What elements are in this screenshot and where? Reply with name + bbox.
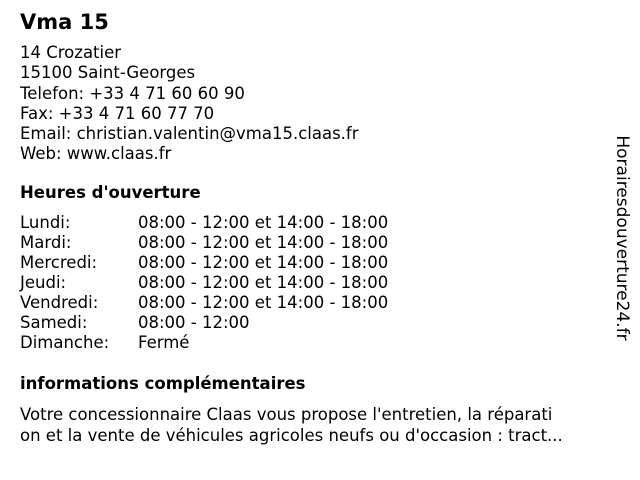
day-label: Samedi:	[20, 313, 88, 332]
business-name: Vma 15	[20, 10, 109, 34]
description-line: Votre concessionnaire Claas vous propose l'entretien, la réparati	[20, 405, 553, 424]
day-label: Lundi:	[20, 213, 71, 232]
web-line[interactable]: Web: www.claas.fr	[20, 144, 172, 164]
description-text	[20, 404, 600, 446]
day-label: Jeudi:	[20, 273, 67, 292]
address-city: 15100 Saint-Georges	[20, 63, 196, 83]
phone-line[interactable]: Telefon: +33 4 71 60 60 90	[20, 83, 245, 103]
day-hours: 08:00 - 12:00	[138, 313, 250, 332]
day-label: Mercredi:	[20, 253, 98, 272]
day-hours: 08:00 - 12:00 et 14:00 - 18:00	[138, 213, 389, 232]
day-label: Vendredi:	[20, 293, 99, 312]
info-heading: informations complémentaires	[20, 374, 306, 393]
fax-line: Fax: +33 4 71 60 77 70	[20, 103, 215, 123]
contact-block	[20, 43, 359, 165]
day-label: Mardi:	[20, 233, 72, 252]
address-street: 14 Crozatier	[20, 43, 122, 62]
day-label: Dimanche:	[20, 333, 110, 352]
site-watermark: Horairesdouverture24.fr	[612, 135, 632, 341]
day-hours: 08:00 - 12:00 et 14:00 - 18:00	[138, 273, 389, 292]
day-hours: 08:00 - 12:00 et 14:00 - 18:00	[138, 293, 389, 312]
day-hours: Fermé	[138, 333, 190, 352]
description-line: on et la vente de véhicules agricoles neufs ou d'occasion : tract...	[20, 426, 563, 445]
hours-heading: Heures d'ouverture	[20, 183, 201, 202]
day-hours: 08:00 - 12:00 et 14:00 - 18:00	[138, 233, 389, 252]
day-hours: 08:00 - 12:00 et 14:00 - 18:00	[138, 253, 389, 272]
email-line[interactable]: Email: christian.valentin@vma15.claas.fr	[20, 124, 359, 144]
